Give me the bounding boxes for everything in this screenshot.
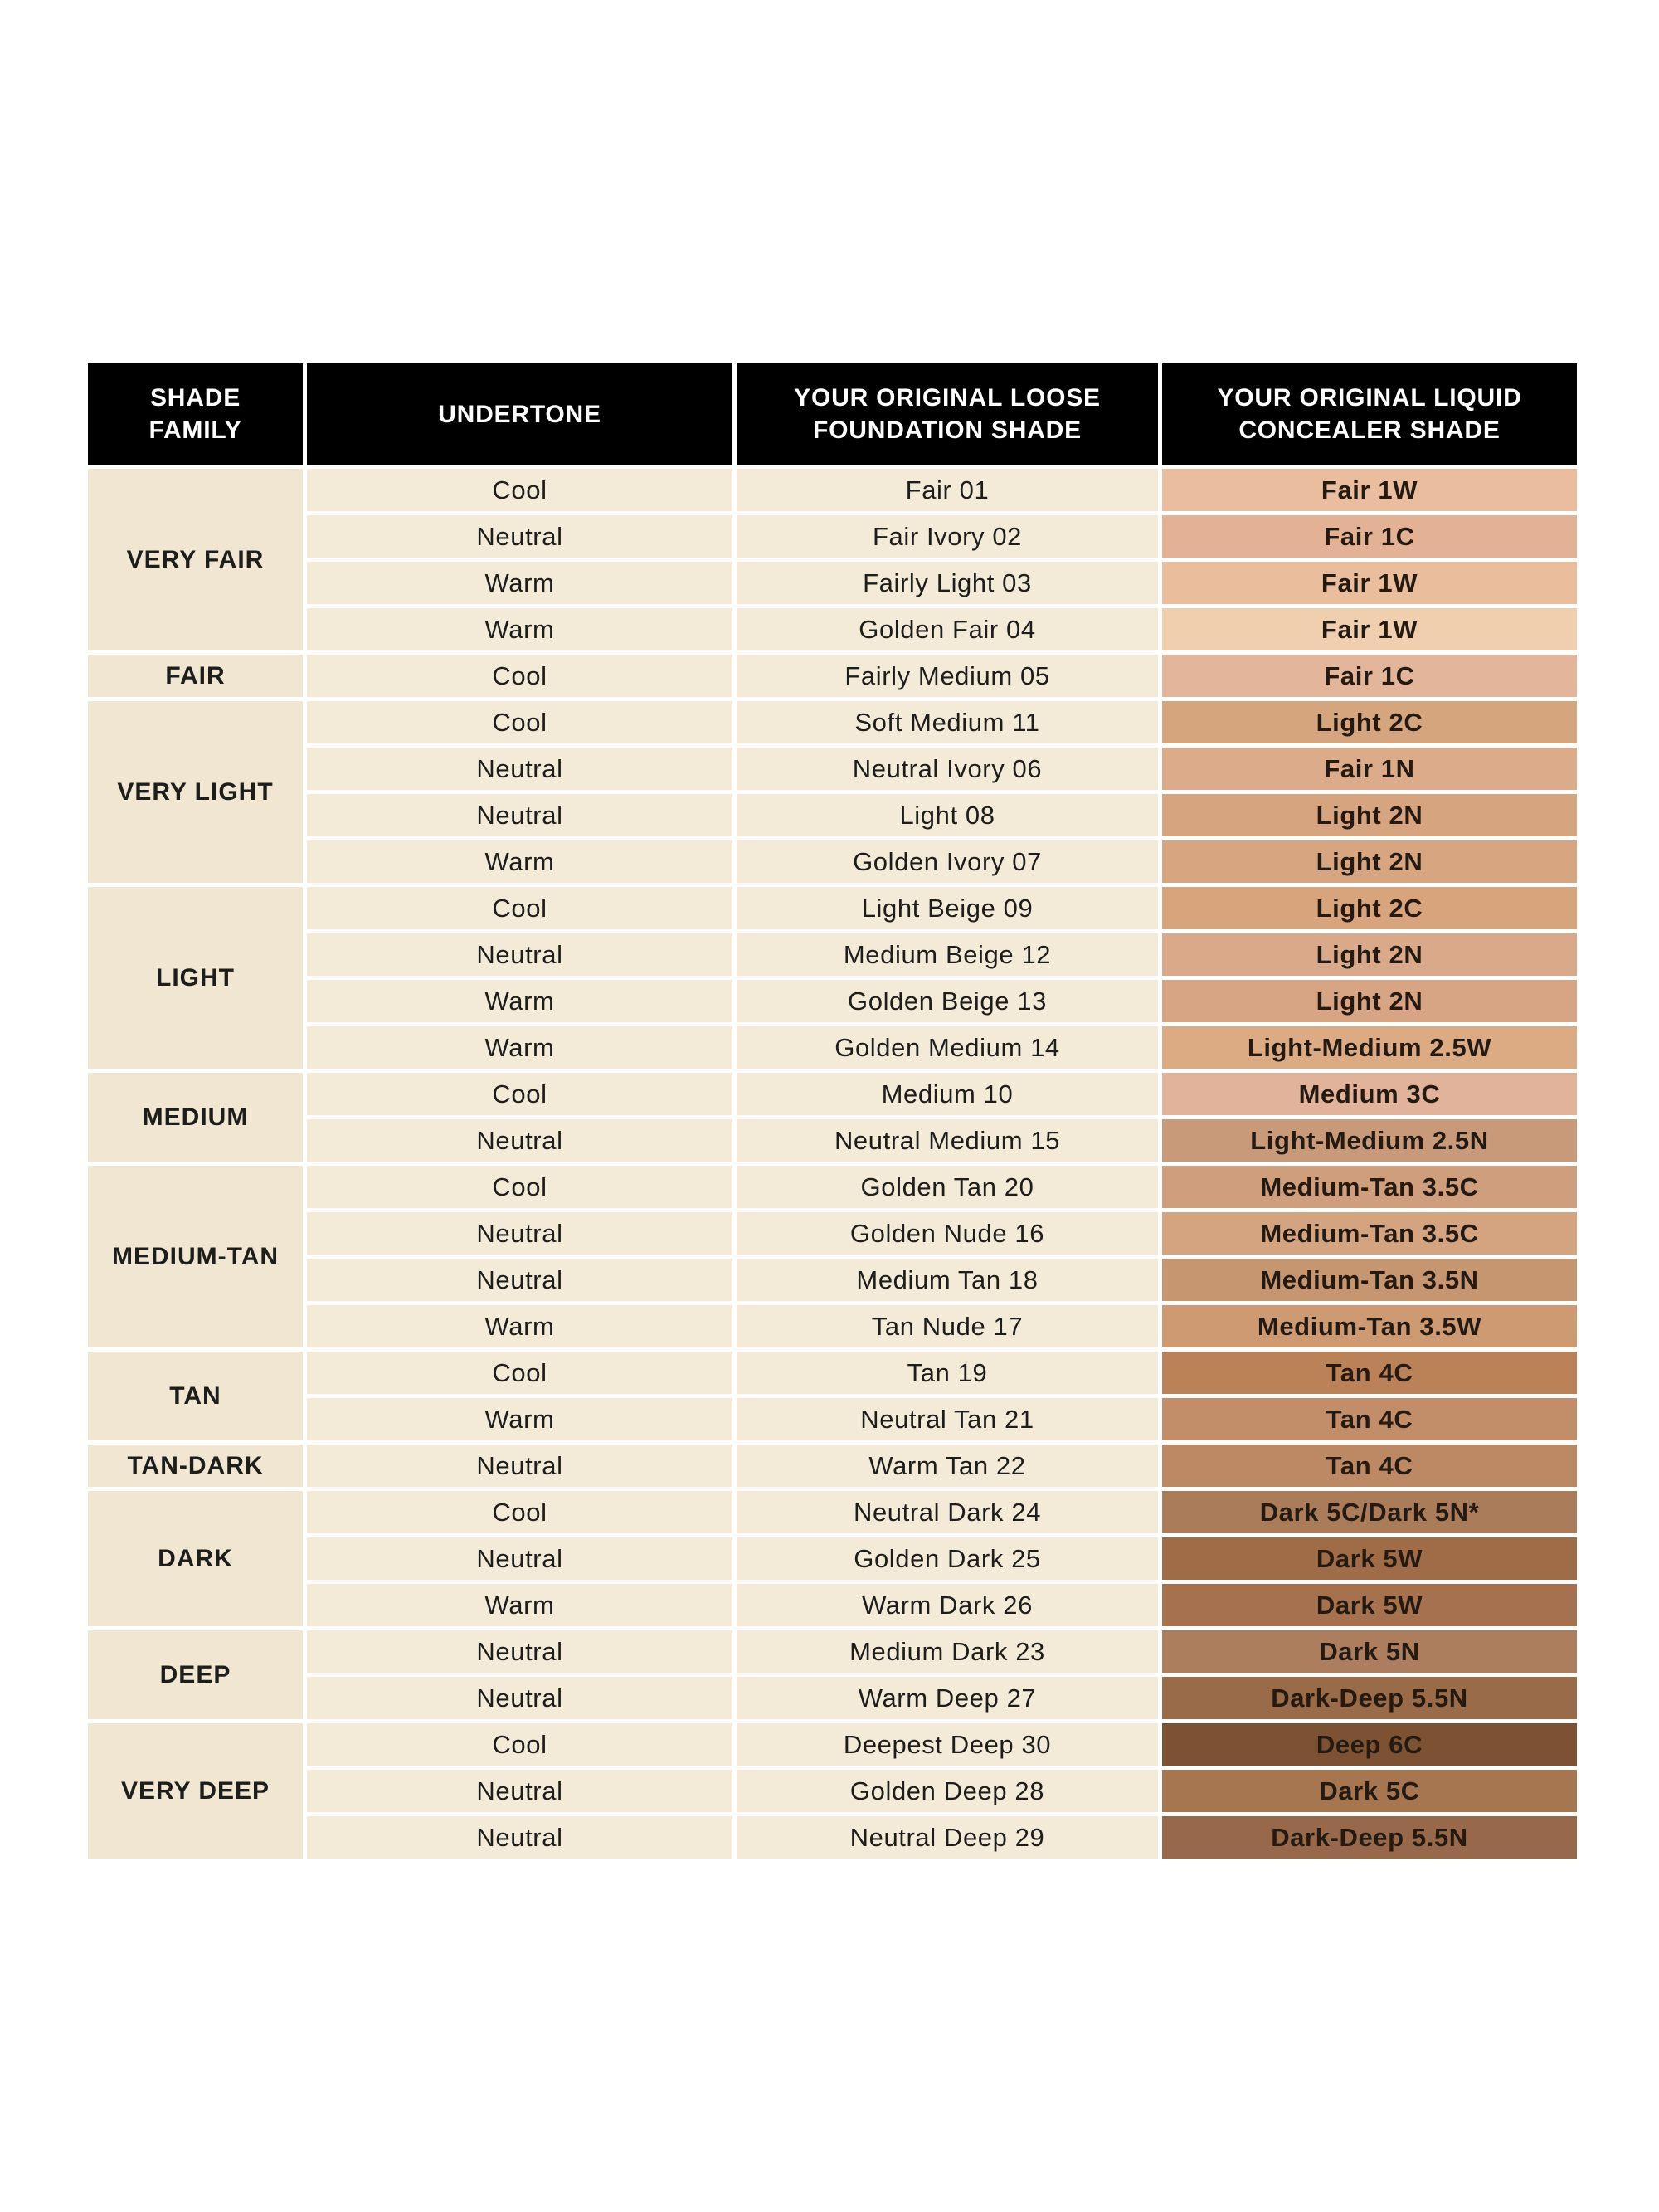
table-row [88, 562, 1577, 604]
shade-family-cell: FAIR [88, 655, 303, 697]
foundation-shade-cell: Medium Dark 23 [737, 1630, 1158, 1673]
concealer-shade-swatch-cell: Medium-Tan 3.5C [1162, 1212, 1577, 1255]
concealer-shade-swatch-cell: Dark 5W [1162, 1584, 1577, 1626]
table-row [88, 469, 1577, 511]
table-row [88, 1259, 1577, 1301]
shade-family-cell: VERY LIGHT [88, 701, 303, 883]
foundation-shade-cell: Warm Tan 22 [737, 1445, 1158, 1487]
table-row [88, 1352, 1577, 1394]
concealer-shade-swatch-cell: Light 2N [1162, 840, 1577, 883]
foundation-shade-cell: Neutral Medium 15 [737, 1119, 1158, 1162]
foundation-shade-cell: Neutral Tan 21 [737, 1398, 1158, 1440]
concealer-shade-swatch-cell: Light 2C [1162, 887, 1577, 929]
foundation-shade-cell: Fairly Medium 05 [737, 655, 1158, 697]
table-row [88, 1630, 1577, 1673]
undertone-cell: Cool [307, 1723, 732, 1766]
foundation-shade-cell: Golden Tan 20 [737, 1166, 1158, 1208]
concealer-shade-swatch-cell: Medium-Tan 3.5W [1162, 1305, 1577, 1347]
undertone-cell: Neutral [307, 1119, 732, 1162]
shade-family-cell: MEDIUM [88, 1073, 303, 1162]
table-row [88, 1770, 1577, 1812]
undertone-cell: Neutral [307, 1259, 732, 1301]
foundation-shade-cell: Golden Medium 14 [737, 1026, 1158, 1069]
foundation-shade-cell: Fair 01 [737, 469, 1158, 511]
concealer-shade-swatch-cell: Tan 4C [1162, 1445, 1577, 1487]
concealer-shade-swatch-cell: Light 2N [1162, 794, 1577, 836]
table-row [88, 980, 1577, 1022]
table-row [88, 1491, 1577, 1533]
undertone-cell: Warm [307, 608, 732, 650]
undertone-cell: Cool [307, 701, 732, 743]
table-row [88, 1584, 1577, 1626]
undertone-cell: Neutral [307, 1677, 732, 1719]
column-header-undertone: UNDERTONE [307, 363, 732, 465]
table-row [88, 1119, 1577, 1162]
undertone-cell: Neutral [307, 1537, 732, 1580]
foundation-shade-cell: Medium Beige 12 [737, 933, 1158, 976]
table-row [88, 887, 1577, 929]
undertone-cell: Cool [307, 655, 732, 697]
foundation-shade-cell: Golden Beige 13 [737, 980, 1158, 1022]
table-row [88, 1398, 1577, 1440]
shade-family-cell: TAN-DARK [88, 1445, 303, 1487]
shade-family-cell: MEDIUM-TAN [88, 1166, 303, 1347]
concealer-shade-swatch-cell: Dark 5C [1162, 1770, 1577, 1812]
concealer-shade-swatch-cell: Fair 1C [1162, 515, 1577, 558]
column-header-concealer-shade: YOUR ORIGINAL LIQUID CONCEALER SHADE [1162, 363, 1577, 465]
concealer-shade-swatch-cell: Light-Medium 2.5N [1162, 1119, 1577, 1162]
concealer-shade-swatch-cell: Light 2C [1162, 701, 1577, 743]
table-row [88, 515, 1577, 558]
concealer-shade-swatch-cell: Medium-Tan 3.5C [1162, 1166, 1577, 1208]
concealer-shade-swatch-cell: Dark-Deep 5.5N [1162, 1816, 1577, 1859]
foundation-shade-cell: Tan Nude 17 [737, 1305, 1158, 1347]
foundation-shade-cell: Neutral Dark 24 [737, 1491, 1158, 1533]
undertone-cell: Neutral [307, 1445, 732, 1487]
table-row [88, 1212, 1577, 1255]
foundation-shade-cell: Medium Tan 18 [737, 1259, 1158, 1301]
undertone-cell: Neutral [307, 1630, 732, 1673]
undertone-cell: Warm [307, 562, 732, 604]
undertone-cell: Neutral [307, 1212, 732, 1255]
foundation-shade-cell: Warm Deep 27 [737, 1677, 1158, 1719]
table-row [88, 1305, 1577, 1347]
concealer-shade-swatch-cell: Fair 1W [1162, 562, 1577, 604]
undertone-cell: Warm [307, 1398, 732, 1440]
shade-family-cell: VERY FAIR [88, 469, 303, 650]
concealer-shade-swatch-cell: Dark 5C/Dark 5N* [1162, 1491, 1577, 1533]
table-row [88, 1677, 1577, 1719]
concealer-shade-swatch-cell: Light 2N [1162, 980, 1577, 1022]
undertone-cell: Warm [307, 1584, 732, 1626]
undertone-cell: Neutral [307, 1770, 732, 1812]
concealer-shade-swatch-cell: Light-Medium 2.5W [1162, 1026, 1577, 1069]
concealer-shade-swatch-cell: Dark 5N [1162, 1630, 1577, 1673]
foundation-shade-cell: Golden Deep 28 [737, 1770, 1158, 1812]
concealer-shade-swatch-cell: Fair 1W [1162, 608, 1577, 650]
concealer-shade-swatch-cell: Medium-Tan 3.5N [1162, 1259, 1577, 1301]
foundation-shade-cell: Neutral Ivory 06 [737, 748, 1158, 790]
foundation-shade-cell: Fair Ivory 02 [737, 515, 1158, 558]
table-row [88, 933, 1577, 976]
concealer-shade-swatch-cell: Fair 1C [1162, 655, 1577, 697]
concealer-shade-swatch-cell: Fair 1W [1162, 469, 1577, 511]
undertone-cell: Cool [307, 887, 732, 929]
undertone-cell: Warm [307, 1026, 732, 1069]
undertone-cell: Cool [307, 1352, 732, 1394]
column-header-foundation-shade: YOUR ORIGINAL LOOSE FOUNDATION SHADE [737, 363, 1158, 465]
undertone-cell: Neutral [307, 794, 732, 836]
table-row [88, 1537, 1577, 1580]
table-header [88, 363, 1577, 465]
table-row [88, 1816, 1577, 1859]
undertone-cell: Neutral [307, 748, 732, 790]
concealer-shade-swatch-cell: Tan 4C [1162, 1352, 1577, 1394]
foundation-shade-cell: Golden Nude 16 [737, 1212, 1158, 1255]
table-row [88, 794, 1577, 836]
concealer-shade-swatch-cell: Light 2N [1162, 933, 1577, 976]
foundation-shade-cell: Tan 19 [737, 1352, 1158, 1394]
table-row [88, 655, 1577, 697]
table-row [88, 748, 1577, 790]
concealer-shade-swatch-cell: Medium 3C [1162, 1073, 1577, 1115]
concealer-shade-swatch-cell: Fair 1N [1162, 748, 1577, 790]
concealer-shade-swatch-cell: Dark 5W [1162, 1537, 1577, 1580]
foundation-shade-cell: Light Beige 09 [737, 887, 1158, 929]
column-header-shade-family: SHADE FAMILY [88, 363, 303, 465]
table-row [88, 1073, 1577, 1115]
undertone-cell: Neutral [307, 933, 732, 976]
foundation-shade-cell: Golden Ivory 07 [737, 840, 1158, 883]
foundation-shade-cell: Golden Dark 25 [737, 1537, 1158, 1580]
foundation-shade-cell: Soft Medium 11 [737, 701, 1158, 743]
undertone-cell: Cool [307, 1073, 732, 1115]
shade-family-cell: VERY DEEP [88, 1723, 303, 1859]
foundation-shade-cell: Neutral Deep 29 [737, 1816, 1158, 1859]
foundation-shade-cell: Deepest Deep 30 [737, 1723, 1158, 1766]
header-row [88, 363, 1577, 465]
table-row [88, 1026, 1577, 1069]
undertone-cell: Neutral [307, 1816, 732, 1859]
concealer-shade-swatch-cell: Deep 6C [1162, 1723, 1577, 1766]
undertone-cell: Cool [307, 1491, 732, 1533]
table-row [88, 1723, 1577, 1766]
concealer-shade-swatch-cell: Dark-Deep 5.5N [1162, 1677, 1577, 1719]
shade-family-cell: DARK [88, 1491, 303, 1626]
shade-family-cell: TAN [88, 1352, 303, 1440]
undertone-cell: Warm [307, 980, 732, 1022]
table-body [88, 469, 1577, 1859]
concealer-shade-swatch-cell: Tan 4C [1162, 1398, 1577, 1440]
foundation-shade-cell: Fairly Light 03 [737, 562, 1158, 604]
table-row [88, 840, 1577, 883]
table-row [88, 1166, 1577, 1208]
undertone-cell: Warm [307, 1305, 732, 1347]
table-row [88, 701, 1577, 743]
shade-family-cell: LIGHT [88, 887, 303, 1069]
undertone-cell: Neutral [307, 515, 732, 558]
table-row [88, 1445, 1577, 1487]
foundation-shade-cell: Light 08 [737, 794, 1158, 836]
shade-match-table [84, 359, 1581, 1863]
foundation-shade-cell: Golden Fair 04 [737, 608, 1158, 650]
undertone-cell: Cool [307, 1166, 732, 1208]
foundation-shade-cell: Warm Dark 26 [737, 1584, 1158, 1626]
shade-family-cell: DEEP [88, 1630, 303, 1719]
table-row [88, 608, 1577, 650]
foundation-shade-cell: Medium 10 [737, 1073, 1158, 1115]
undertone-cell: Warm [307, 840, 732, 883]
undertone-cell: Cool [307, 469, 732, 511]
